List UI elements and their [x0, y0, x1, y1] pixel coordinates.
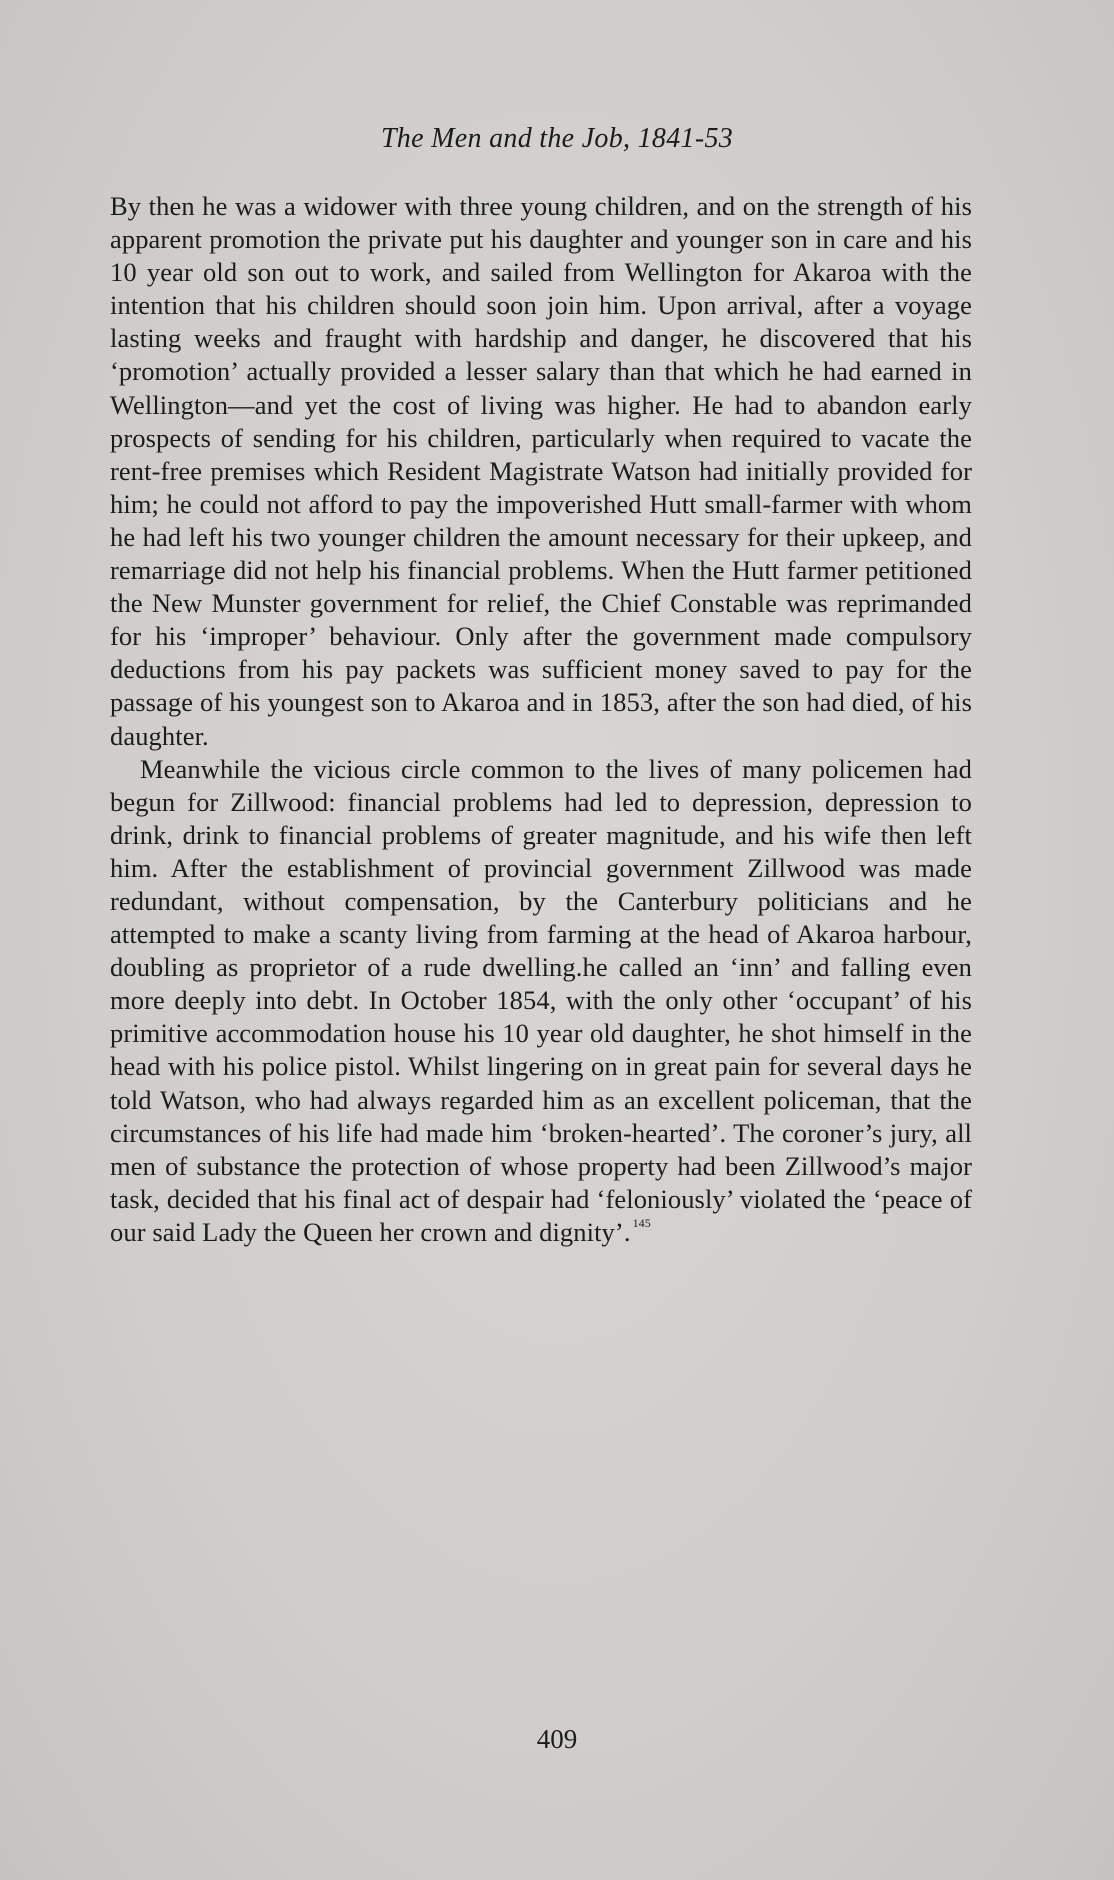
footnote-marker[interactable]: 145	[632, 1215, 651, 1230]
paragraph	[110, 753, 972, 1249]
paragraph-text: By then he was a widower with three young children, and on the strength of his apparent promotion the private put his daughter and younger son in care and his 10 year old son out to work, and sailed from Wellington for Akaroa with the intention that his children should soon join him. Upon arrival, after a voyage lasting weeks and fraught with hardship and danger, he discovered that his ‘promotion’ actually provided a lesser salary than that which he had earned in Wellington—and yet the cost of living was higher. He had to abandon early prospects of sending for his children, particularly when required to vacate the rent-free premises which Resident Magistrate Watson had initially provided for him; he could not afford to pay the impoverished Hutt small-farmer with whom he had left his two younger children the amount necessary for their upkeep, and remarriage did not help his financial problems. When the Hutt farmer petitioned the New Munster government for relief, the Chief Constable was reprimanded for his ‘improper’ behaviour. Only after the government made compulsory deductions from his pay packets was sufficient money saved to pay for the passage of his youngest son to Akaroa and in 1853, after the son had died, of his daughter.	[110, 191, 972, 751]
body-text	[110, 190, 972, 1249]
paragraph	[110, 190, 972, 753]
paragraph-text: Meanwhile the vicious circle common to the lives of many policemen had begun for Zillwood: financial problems had led to depression, depression to drink, drink to financial problems of greater magnitude, and his wife then left him. After the establishment of provincial government Zillwood was made redundant, without compensation, by the Canterbury politicians and he attempted to make a scanty living from farming at the head of Akaroa harbour, doubling as proprietor of a rude dwelling.he called an ‘inn’ and falling even more deeply into debt. In October 1854, with the only other ‘occupant’ of his primitive accommodation house his 10 year old daughter, he shot himself in the head with his police pistol. Whilst lingering on in great pain for several days he told Watson, who had always regarded him as an excellent policeman, that the circumstances of his life had made him ‘broken-hearted’. The coroner’s jury, all men of substance the protection of whose property had been Zillwood’s major task, decided that his final act of despair had ‘feloniously’ violated the ‘peace of our said Lady the Queen her crown and dignity’.	[110, 753, 972, 1247]
page-number: 409	[536, 1724, 578, 1754]
running-head: The Men and the Job, 1841-53	[380, 123, 734, 154]
